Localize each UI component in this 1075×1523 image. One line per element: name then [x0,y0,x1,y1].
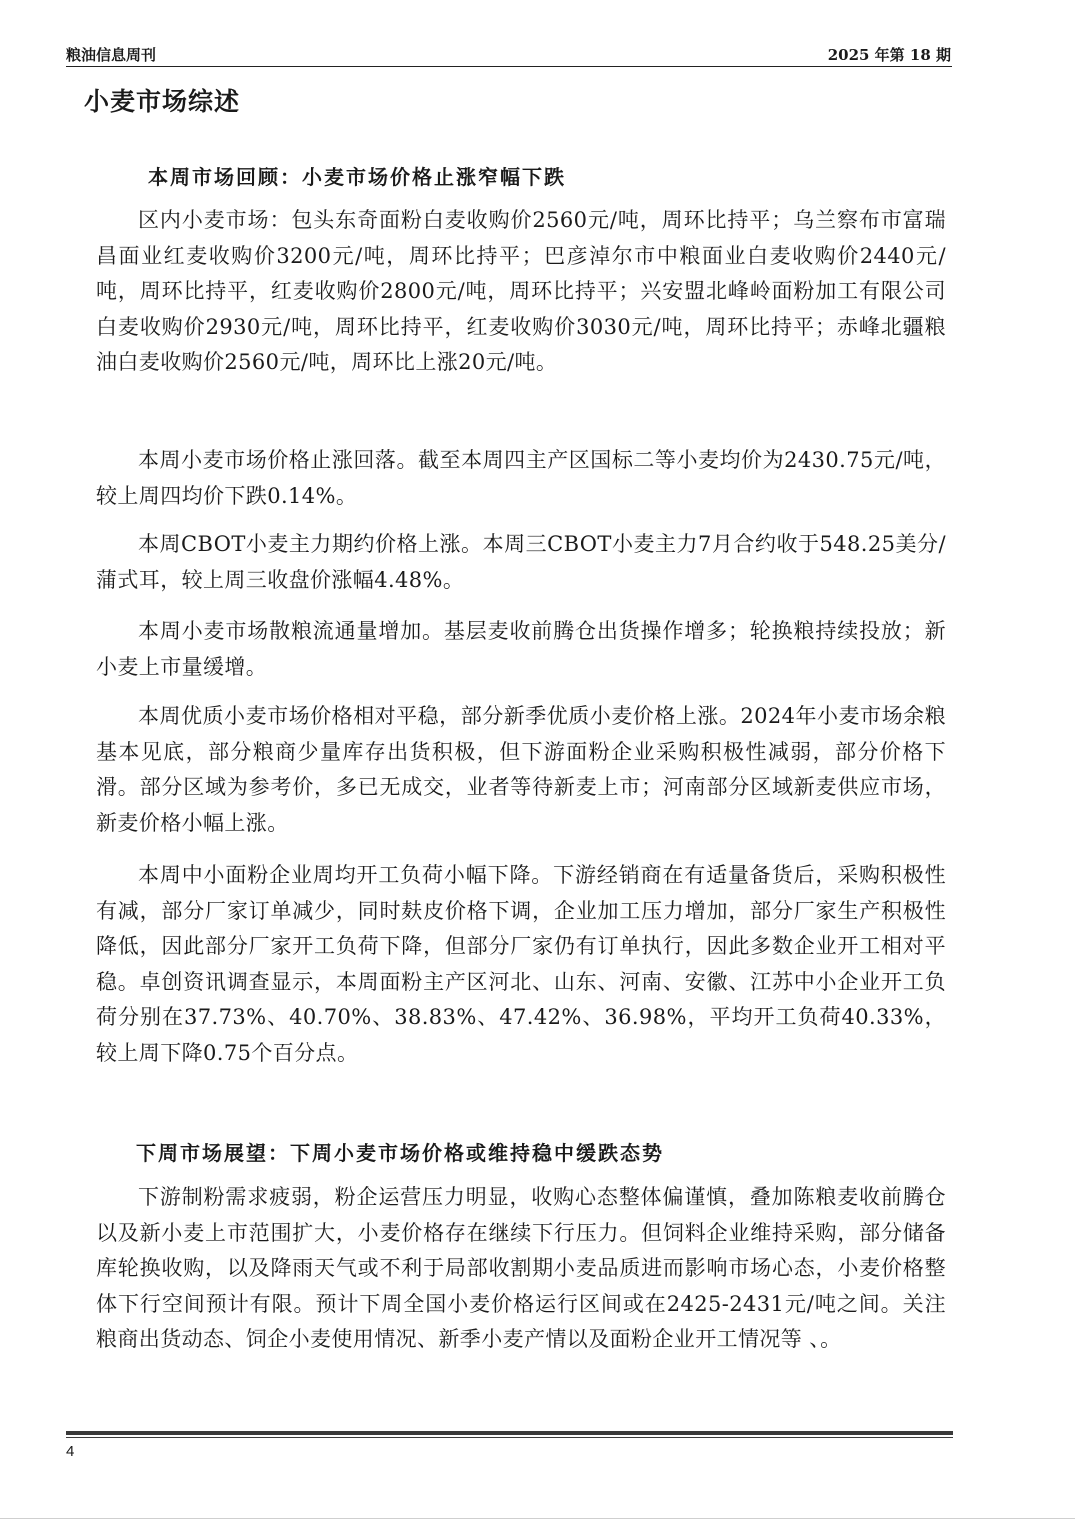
section-title: 小麦市场综述 [84,87,241,116]
header-divider [66,66,952,67]
footer-divider-thin [66,1437,953,1438]
running-header [66,44,951,66]
footer-divider-thick [66,1431,953,1435]
review-paragraph-6: 本周中小面粉企业周均开工负荷小幅下降。下游经销商在有适量备货后，采购积极性有减，部分厂家订单减少，同时麸皮价格下调，企业加工压力增加，部分厂家生产积极性降低，因此部分厂家开工负荷下降，但部分厂家仍有订单执行，因此多数企业开工相对平稳。卓创资讯调查显示，本周面粉主产区河北、山东、河南、安徽、江苏中小企业开工负荷分别在37.73%、40.70%、38.83%、47.42%、36.98%，平均开工负荷40.33%，较上周下降0.75个百分点。 [96,863,946,1065]
outlook-heading: 下周市场展望：下周小麦市场价格或维持稳中缓跌态势 [136,1141,664,1165]
review-paragraph-2: 本周小麦市场价格止涨回落。截至本周四主产区国标二等小麦均价为2430.75元/吨，较上周四均价下跌0.14%。 [96,448,946,508]
review-paragraph-4: 本周小麦市场散粮流通量增加。基层麦收前腾仓出货操作增多；轮换粮持续投放；新小麦上市量缓增。 [96,619,946,679]
page-number: 4 [66,1443,75,1460]
review-paragraph-5: 本周优质小麦市场价格相对平稳，部分新季优质小麦价格上涨。2024年小麦市场余粮基本见底，部分粮商少量库存出货积极，但下游面粉企业采购积极性减弱，部分价格下滑。部分区域为参考价，多已无成交，业者等待新麦上市；河南部分区域新麦供应市场，新麦价格小幅上涨。 [96,704,946,835]
review-heading: 本周市场回顾：小麦市场价格止涨窄幅下跌 [148,165,566,189]
publication-name: 粮油信息周刊 [66,46,157,64]
review-paragraph-1: 区内小麦市场：包头东奇面粉白麦收购价2560元/吨，周环比持平；乌兰察布市富瑞昌面业红麦收购价3200元/吨，周环比持平；巴彦淖尔市中粮面业白麦收购价2440元/吨，周环比持平，红麦收购价2800元/吨，周环比持平；兴安盟北峰岭面粉加工有限公司白麦收购价2930元/吨，周环比持平，红麦收购价3030元/吨，周环比持平；赤峰北疆粮油白麦收购价2560元/吨，周环比上涨20元/吨。 [96,208,946,374]
page-bottom-edge [0,1518,1075,1519]
outlook-paragraph-1: 下游制粉需求疲弱，粉企运营压力明显，收购心态整体偏谨慎，叠加陈粮麦收前腾仓以及新小麦上市范围扩大，小麦价格存在继续下行压力。但饲料企业维持采购，部分储备库轮换收购，以及降雨天气或不利于局部收割期小麦品质进而影响市场心态，小麦价格整体下行空间预计有限。预计下周全国小麦价格运行区间或在2425-2431元/吨之间。关注粮商出货动态、饲企小麦使用情况、新季小麦产情以及面粉企业开工情况等 、。 [96,1185,946,1351]
issue-number: 2025 年第 18 期 [827,46,951,64]
review-paragraph-3: 本周CBOT小麦主力期约价格上涨。本周三CBOT小麦主力7月合约收于548.25美分/蒲式耳，较上周三收盘价涨幅4.48%。 [96,532,946,592]
